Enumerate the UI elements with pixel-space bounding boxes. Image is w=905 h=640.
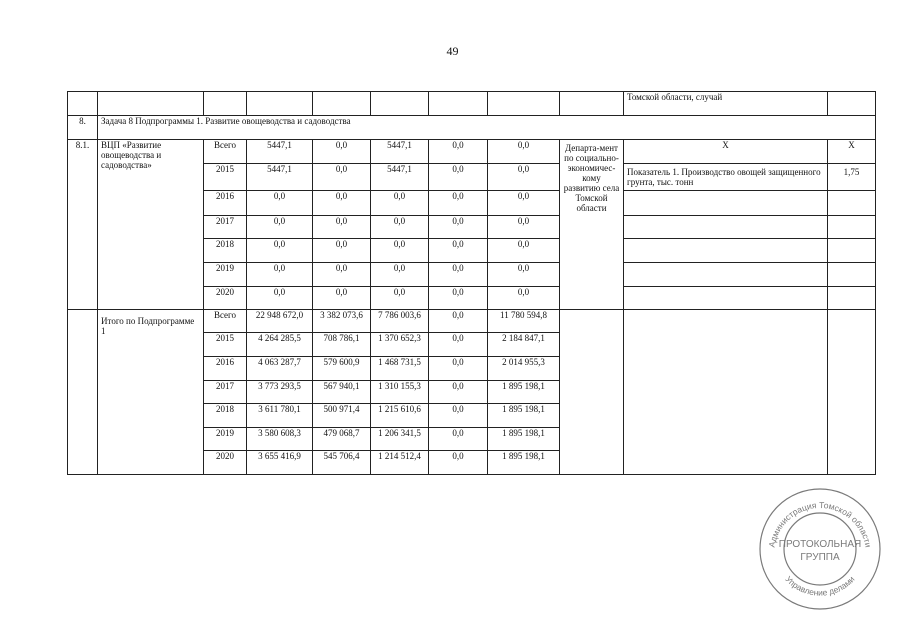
value-cell: 0,0 (429, 357, 488, 381)
value-cell: 0,0 (488, 191, 560, 216)
value-cell: 0,0 (313, 164, 371, 191)
value-cell: 1 468 731,5 (371, 357, 429, 381)
value-cell: 545 706,4 (313, 451, 371, 475)
value-cell: 0,0 (371, 287, 429, 310)
value-cell: 0,0 (371, 191, 429, 216)
value-cell: 0,0 (429, 239, 488, 263)
value-cell: 3 611 780,1 (247, 404, 313, 428)
task-number: 8. (68, 116, 98, 140)
value-cell: 0,0 (488, 239, 560, 263)
page-number: 49 (446, 44, 459, 58)
value-cell: 1 310 155,3 (371, 381, 429, 404)
row-number: 8.1. (68, 140, 98, 310)
indicator-value-cell (828, 216, 876, 239)
value-cell: 0,0 (429, 333, 488, 357)
value-cell: 0,0 (488, 216, 560, 239)
indicator-cell (624, 287, 828, 310)
value-cell: 1 895 198,1 (488, 451, 560, 475)
indicator-cell (624, 310, 828, 475)
indicator-value-cell (828, 263, 876, 287)
indicator-value-cell (828, 287, 876, 310)
year-cell: 2020 (204, 451, 247, 475)
value-cell: 0,0 (429, 404, 488, 428)
value-cell: 7 786 003,6 (371, 310, 429, 333)
value-cell: 0,0 (247, 239, 313, 263)
indicator-value-cell (828, 239, 876, 263)
value-cell: 0,0 (429, 140, 488, 164)
indicator-value-cell (828, 310, 876, 475)
indicator-cell (624, 191, 828, 216)
value-cell: 0,0 (429, 428, 488, 451)
value-cell: 2 184 847,1 (488, 333, 560, 357)
total-name: Итого по Подпрограмме 1 (98, 310, 204, 475)
value-cell: 3 773 293,5 (247, 381, 313, 404)
indicator-cell (624, 263, 828, 287)
value-cell: 1 206 341,5 (371, 428, 429, 451)
value-cell: 1 895 198,1 (488, 381, 560, 404)
indicator-value-header: Х (828, 140, 876, 164)
value-cell: 1 370 652,3 (371, 333, 429, 357)
value-cell: 0,0 (488, 164, 560, 191)
year-cell: 2016 (204, 191, 247, 216)
indicator-cell (624, 239, 828, 263)
value-cell: 0,0 (429, 191, 488, 216)
value-cell: 0,0 (313, 287, 371, 310)
value-cell: 2 014 955,3 (488, 357, 560, 381)
task-row (68, 116, 876, 140)
value-cell: 0,0 (429, 451, 488, 475)
value-cell: 0,0 (247, 191, 313, 216)
value-cell: 0,0 (313, 216, 371, 239)
value-cell: 22 948 672,0 (247, 310, 313, 333)
value-cell: 0,0 (247, 263, 313, 287)
year-cell: 2019 (204, 263, 247, 287)
value-cell: 1 214 512,4 (371, 451, 429, 475)
value-cell: 0,0 (429, 287, 488, 310)
table-row (68, 310, 876, 333)
value-cell: 0,0 (247, 287, 313, 310)
value-cell: 5447,1 (371, 164, 429, 191)
value-cell: 0,0 (371, 239, 429, 263)
value-cell: 3 382 073,6 (313, 310, 371, 333)
value-cell: 0,0 (488, 263, 560, 287)
value-cell: 0,0 (371, 263, 429, 287)
year-cell: 2015 (204, 333, 247, 357)
table-row (68, 140, 876, 164)
stamp-ring-bottom-text: Управление делами (783, 574, 857, 598)
table-row (68, 92, 876, 116)
program-name: ВЦП «Развитие овощеводства и садоводства» (98, 140, 204, 310)
year-cell: 2016 (204, 357, 247, 381)
indicator-value-cell (828, 191, 876, 216)
year-cell: Всего (204, 140, 247, 164)
year-cell: Всего (204, 310, 247, 333)
year-cell: 2015 (204, 164, 247, 191)
value-cell: 567 940,1 (313, 381, 371, 404)
value-cell: 4 264 285,5 (247, 333, 313, 357)
value-cell: 1 215 610,6 (371, 404, 429, 428)
department-cell (560, 310, 624, 475)
value-cell: 500 971,4 (313, 404, 371, 428)
indicator-name: Показатель 1. Производство овощей защищенного грунта, тыс. тонн (624, 164, 828, 191)
indicator-value: 1,75 (828, 164, 876, 191)
value-cell: 5447,1 (247, 164, 313, 191)
year-cell: 2020 (204, 287, 247, 310)
value-cell: 0,0 (313, 140, 371, 164)
value-cell: 0,0 (313, 191, 371, 216)
value-cell: 1 895 198,1 (488, 428, 560, 451)
value-cell: 0,0 (429, 164, 488, 191)
value-cell: 1 895 198,1 (488, 404, 560, 428)
value-cell: 11 780 594,8 (488, 310, 560, 333)
stamp (757, 486, 883, 612)
value-cell: 0,0 (488, 287, 560, 310)
indicator-cell (624, 216, 828, 239)
indicator-header: Х (624, 140, 828, 164)
value-cell: 0,0 (429, 263, 488, 287)
value-cell: 579 600,9 (313, 357, 371, 381)
year-cell: 2018 (204, 239, 247, 263)
year-cell: 2019 (204, 428, 247, 451)
value-cell: 0,0 (313, 263, 371, 287)
value-cell: 0,0 (429, 310, 488, 333)
budget-table (67, 91, 876, 475)
indicator-cell: Томской области, случай (624, 92, 828, 116)
year-cell: 2017 (204, 216, 247, 239)
row-number (68, 310, 98, 475)
value-cell: 0,0 (313, 239, 371, 263)
value-cell: 0,0 (429, 381, 488, 404)
total-section (68, 310, 876, 475)
value-cell: 3 655 416,9 (247, 451, 313, 475)
value-cell: 0,0 (488, 140, 560, 164)
stamp-center-line1: ПРОТОКОЛЬНАЯ (778, 539, 862, 550)
value-cell: 3 580 608,3 (247, 428, 313, 451)
vcp-section (68, 140, 876, 310)
value-cell: 5447,1 (371, 140, 429, 164)
stamp-center-line2: ГРУППА (800, 552, 840, 563)
responsible-department: Департа-мент по социально-экономичес-кому развитию села Томской области (560, 140, 624, 310)
stamp-ring-top-text: Администрация Томской области (766, 499, 874, 549)
value-cell: 0,0 (247, 216, 313, 239)
year-cell: 2017 (204, 381, 247, 404)
value-cell: 4 063 287,7 (247, 357, 313, 381)
value-cell: 0,0 (429, 216, 488, 239)
value-cell: 5447,1 (247, 140, 313, 164)
value-cell: 0,0 (371, 216, 429, 239)
task-title: Задача 8 Подпрограммы 1. Развитие овощеводства и садоводства (98, 116, 876, 140)
year-cell: 2018 (204, 404, 247, 428)
value-cell: 479 068,7 (313, 428, 371, 451)
value-cell: 708 786,1 (313, 333, 371, 357)
